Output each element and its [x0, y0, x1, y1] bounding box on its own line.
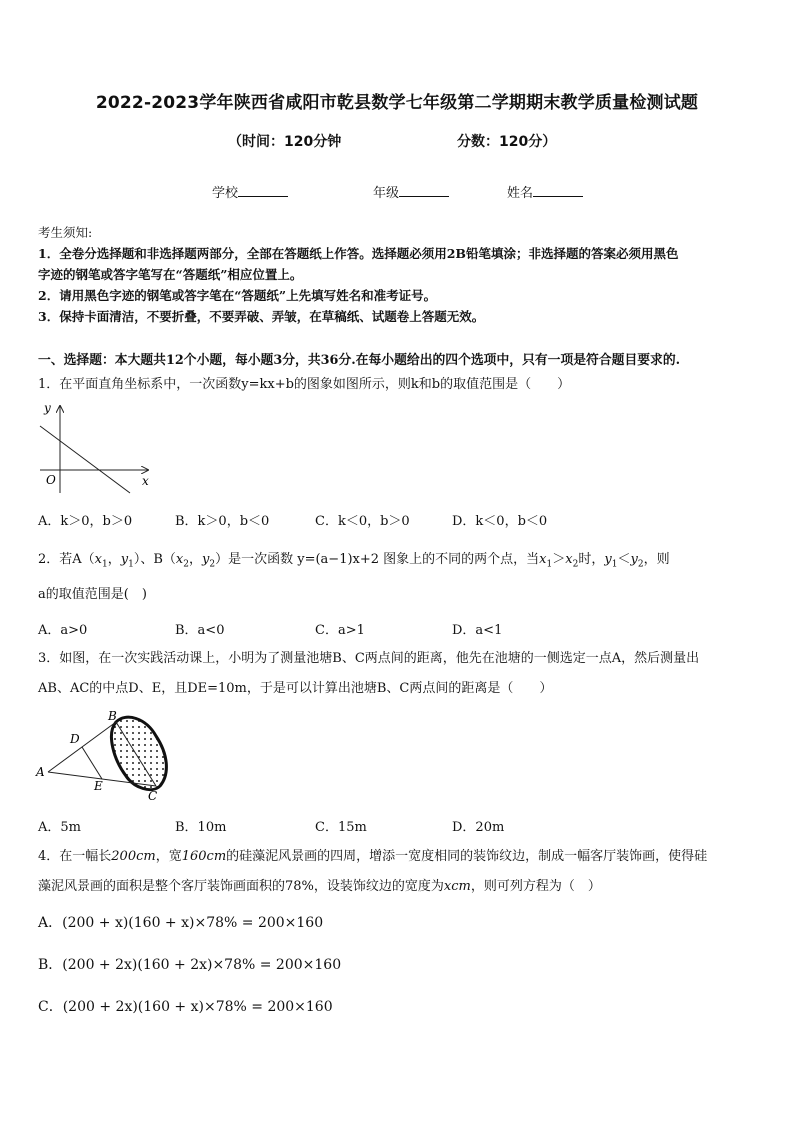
- school-blank: [238, 184, 288, 197]
- q2-text: ，则: [643, 552, 670, 567]
- q2-sub: 2: [637, 559, 644, 570]
- q2-var-y2: y: [202, 552, 210, 567]
- q2-sub: 1: [546, 559, 553, 570]
- q2-sub: 1: [102, 559, 108, 570]
- notes-item: 1．全卷分选择题和非选择题两部分，全部在答题纸上作答。选择题必须用2B铅笔填涂；非选择题的答案必须用黑色: [38, 246, 679, 261]
- q2-text: ＞: [552, 552, 566, 567]
- q4-width: 160cm: [181, 849, 227, 864]
- exam-notes: [38, 222, 768, 327]
- q4-option-a: [38, 912, 323, 932]
- q1-option-d: D．k＜0，b＜0: [452, 514, 548, 529]
- exam-score: 分数：120分）: [457, 134, 557, 150]
- notes-item: 2．请用黑色字迹的钢笔或答字笔在“答题纸”上先填写姓名和准考证号。: [38, 288, 437, 303]
- q2-text: ）是一次函数 y=(a−1)x+2 图象上的不同的两个点，当: [215, 552, 540, 567]
- q4-option-expr: (200 + x)(160 + x)×78% = 200×160: [62, 915, 324, 931]
- name-label: 姓名: [507, 186, 534, 201]
- point-b-label: B: [108, 709, 117, 723]
- q2-text: ）、B（: [133, 552, 176, 567]
- q2-text: ，: [189, 552, 203, 567]
- q4-variable: xcm: [443, 879, 471, 894]
- q2-sub: 2: [209, 559, 216, 570]
- q4-text: ，宽: [155, 849, 182, 864]
- q3-option-d: D．20m: [452, 820, 505, 835]
- q1-option-b: B．k＞0，b＜0: [175, 514, 270, 529]
- q4-text: 藻泥风景画的面积是整个客厅装饰画面积的78%，设装饰纹边的宽度为: [38, 879, 444, 894]
- q1-graph: [30, 398, 160, 498]
- y-axis-label: y: [44, 401, 51, 415]
- q4-length: 200cm: [111, 849, 156, 864]
- q1-option-a: A．k＞0，b＞0: [38, 514, 133, 529]
- q4-option-c: [38, 996, 333, 1016]
- q2-var-x2: x: [565, 552, 573, 567]
- q2-sub: 2: [572, 559, 579, 570]
- q2-var-x2: x: [175, 552, 184, 567]
- q3-option-a: A．5m: [38, 820, 81, 835]
- grade-field: [373, 182, 449, 201]
- q2-sub: 1: [128, 559, 134, 570]
- q4-option-label: B．: [38, 957, 63, 973]
- q4-option-expr: (200 + 2x)(160 + x)×78% = 200×160: [62, 999, 333, 1015]
- question-3-line2: AB、AC的中点D、E，且DE=10m，于是可以计算出池塘B、C两点间的距离是（ ）: [38, 681, 553, 696]
- q4-option-expr: (200 + 2x)(160 + 2x)×78% = 200×160: [62, 957, 342, 973]
- q4-text: 4．在一幅长: [38, 849, 112, 864]
- q4-option-b: [38, 954, 341, 974]
- q2-text: 时，: [578, 552, 605, 567]
- exam-time: （时间：120分钟: [228, 134, 342, 150]
- q2-option-d: D．a<1: [452, 623, 503, 638]
- question-2-stem: [38, 545, 778, 580]
- question-3-line1: 3．如图，在一次实践活动课上，小明为了测量池塘B、C两点间的距离，他先在池塘的一侧选定一点A，然后测量出: [38, 651, 700, 666]
- origin-label: O: [46, 473, 56, 487]
- notes-heading: 考生须知:: [38, 225, 93, 240]
- q2-var-x1: x: [94, 552, 103, 567]
- q2-sub: 1: [611, 559, 618, 570]
- q2-text: ，: [107, 552, 121, 567]
- school-label: 学校: [212, 186, 239, 201]
- q2-text: 2．若A（: [38, 552, 95, 567]
- question-4-line2: [38, 872, 778, 901]
- name-blank: [533, 184, 583, 197]
- q3-pond-figure: [34, 706, 174, 806]
- school-field: [212, 182, 288, 201]
- x-axis-label: x: [142, 474, 149, 488]
- q2-var-y2: y: [630, 552, 638, 567]
- q4-option-label: A．: [38, 915, 63, 931]
- q2-text: ＜: [617, 552, 631, 567]
- q2-var-x1: x: [539, 552, 547, 567]
- question-1-stem: 1．在平面直角坐标系中，一次函数y=kx+b的图象如图所示，则k和b的取值范围是（ ）: [38, 377, 571, 392]
- grade-blank: [399, 184, 449, 197]
- grade-label: 年级: [373, 186, 400, 201]
- q4-text: 的硅藻泥风景画的四周，增添一宽度相同的装饰纹边，制成一幅客厅装饰画，使得硅: [226, 849, 708, 864]
- q2-option-a: A．a>0: [38, 623, 88, 638]
- q4-text: ，则可列方程为（ ）: [470, 879, 601, 894]
- name-field: [507, 182, 583, 201]
- q2-var-y1: y: [604, 552, 612, 567]
- q2-var-y1: y: [120, 552, 129, 567]
- point-e-label: E: [94, 779, 103, 793]
- q3-option-c: C．15m: [315, 820, 367, 835]
- q3-option-b: B．10m: [175, 820, 227, 835]
- point-a-label: A: [36, 765, 45, 779]
- point-d-label: D: [70, 732, 80, 746]
- segment-de: [82, 747, 102, 779]
- notes-item: 3．保持卡面清洁，不要折叠，不要弄破、弄皱，在草稿纸、试题卷上答题无效。: [38, 309, 485, 324]
- q2-option-b: B．a<0: [175, 623, 225, 638]
- question-2-line2: a的取值范围是( ): [38, 587, 147, 602]
- q4-option-label: C．: [38, 999, 63, 1015]
- point-c-label: C: [148, 789, 158, 803]
- section-heading: 一、选择题：本大题共12个小题，每小题3分，共36分.在每小题给出的四个选项中，只有一项是符合题目要求的.: [38, 353, 681, 368]
- notes-item: 字迹的钢笔或答字笔写在“答题纸”相应位置上。: [38, 267, 303, 282]
- question-4-line1: [38, 842, 778, 871]
- page-title: 2022-2023学年陕西省咸阳市乾县数学七年级第二学期期末教学质量检测试题: [95, 93, 699, 113]
- q2-option-c: C．a>1: [315, 623, 365, 638]
- q2-sub: 2: [183, 559, 189, 570]
- q1-option-c: C．k＜0，b＞0: [315, 514, 410, 529]
